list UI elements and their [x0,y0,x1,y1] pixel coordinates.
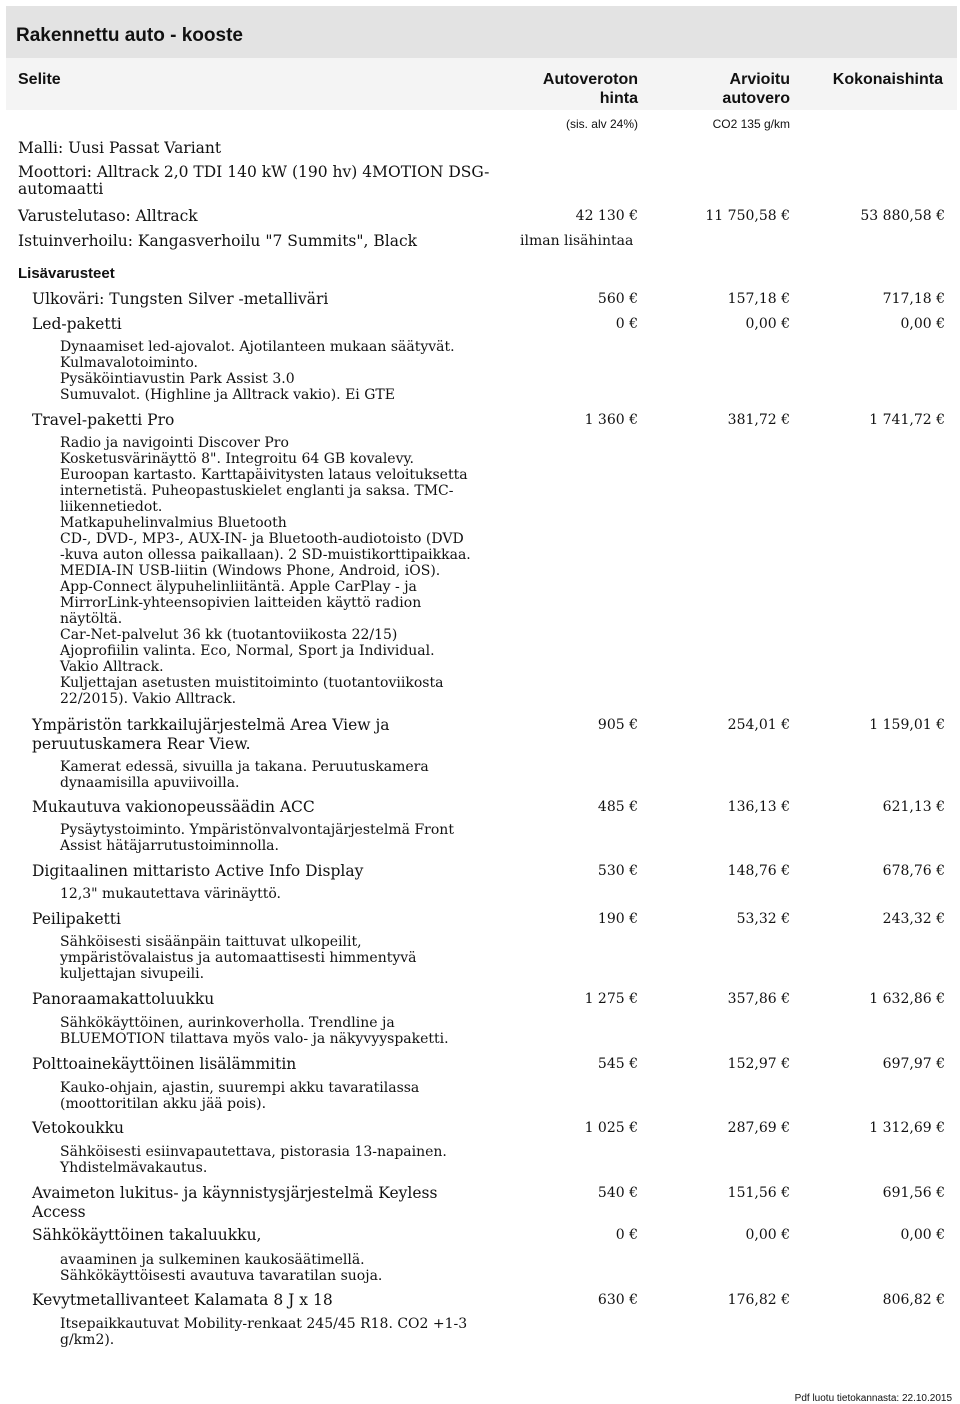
option-name: Ulkoväri: Tungsten Silver -metalliväri [32,290,329,308]
option-description: 12,3" mukautettava värinäyttö. [60,886,281,902]
option-price-2: 157,18 € [727,291,790,307]
option-price-3: 243,32 € [882,911,945,927]
moottori-row: Moottori: Alltrack 2,0 TDI 140 kW (190 hv) 4MOTION DSG- automaatti [18,163,490,198]
option-price-3: 806,82 € [882,1292,945,1308]
option-name: Ympäristön tarkkailujärjestelmä Area View ja peruutuskamera Rear View. [32,716,390,753]
option-price-3: 717,18 € [882,291,945,307]
option-price-3: 1 741,72 € [869,412,945,428]
option-price-2: 136,13 € [727,799,790,815]
option-price-1: 1 360 € [584,412,638,428]
option-description: Dynaamiset led-ajovalot. Ajotilanteen mukaan säätyvät. Kulmavalotoiminto. Pysäköintiavustin Park Assist 3.0 Sumuvalot. (Highline ja Alltrack vakio). Ei GTE [60,339,455,403]
header-autoveroton-sub: (sis. alv 24%) [565,117,638,131]
option-name: Panoraamakattoluukku [32,990,215,1008]
option-price-1: 190 € [597,911,638,927]
header-autoveroton: Autoveroton hinta [542,71,638,107]
header-autovero: Arvioitu autovero [722,71,790,107]
header-autovero-sub: CO2 135 g/km [712,117,790,131]
option-price-1: 0 € [615,1227,638,1243]
varustelutaso-price-3: 53 880,58 € [860,208,945,224]
option-name: Peilipaketti [32,910,121,928]
header-selite: Selite [18,71,61,88]
option-name: Sähkökäyttöinen takaluukku, [32,1226,262,1244]
title-bar [6,6,957,58]
option-price-1: 905 € [597,717,638,733]
option-description: Kauko-ohjain, ajastin, suurempi akku tavaratilassa (moottoritilan akku jää pois). [60,1080,420,1112]
option-price-1: 540 € [597,1185,638,1201]
option-name: Avaimeton lukitus- ja käynnistysjärjestelmä Keyless Access [32,1184,438,1221]
varustelutaso-price-1: 42 130 € [575,208,638,224]
option-name: Polttoainekäyttöinen lisälämmitin [32,1055,297,1073]
option-price-2: 0,00 € [745,1227,790,1243]
option-description: Itsepaikkautuvat Mobility-renkaat 245/45 R18. CO2 +1-3 g/km2). [60,1316,468,1348]
section-lisavarusteet: Lisävarusteet [18,265,115,282]
option-price-2: 287,69 € [727,1120,790,1136]
option-description: Sähköisesti sisäänpäin taittuvat ulkopeilit, ympäristövalaistus ja automaattisesti himmentyvä kuljettajan sivupeili. [60,934,417,982]
option-price-3: 0,00 € [900,1227,945,1243]
footer: Pdf luotu tietokannasta: 22.10.2015 [794,1393,952,1404]
option-price-3: 678,76 € [882,863,945,879]
option-description: Kamerat edessä, sivuilla ja takana. Peruutuskamera dynaamisilla apuviivoilla. [60,759,429,791]
header-kokonaishinta: Kokonaishinta [832,71,943,88]
option-name: Mukautuva vakionopeussäädin ACC [32,798,315,816]
istuinverhoilu-row: Istuinverhoilu: Kangasverhoilu "7 Summits", Black [18,232,418,250]
option-price-2: 254,01 € [727,717,790,733]
option-price-2: 0,00 € [745,316,790,332]
option-description: Sähköisesti esiinvapautettava, pistorasia 13-napainen. Yhdistelmävakautus. [60,1144,447,1176]
option-price-3: 1 159,01 € [869,717,945,733]
option-price-1: 0 € [615,316,638,332]
option-name: Kevytmetallivanteet Kalamata 8 J x 18 [32,1291,333,1309]
option-description: avaaminen ja sulkeminen kaukosäätimellä. Sähkökäyttöisesti avautuva tavaratilan suoja. [60,1252,383,1284]
option-description: Sähkökäyttöinen, aurinkoverholla. Trendline ja BLUEMOTION tilattava myös valo- ja näkyvyyspaketti. [60,1015,449,1047]
option-price-2: 53,32 € [736,911,790,927]
malli-row: Malli: Uusi Passat Variant [18,139,222,157]
option-price-2: 357,86 € [727,991,790,1007]
option-price-2: 148,76 € [727,863,790,879]
option-price-1: 560 € [597,291,638,307]
option-description: Radio ja navigointi Discover Pro Kosketusvärinäyttö 8". Integroitu 64 GB kovalevy. Euroopan kartasto. Karttapäivitysten lataus veloituksetta internetistä. Puheopastuskielet englanti ja saksa. TMC- liikennetiedot. Matkapuhelinvalmius Bluetooth CD-, DVD-, MP3-, AUX-IN- ja Bluetooth-audiotoisto (DVD -kuva auton ollessa paikallaan). 2 SD-muistikorttipaikkaa. MEDIA-IN USB-liitin (Windows Phone, Android, iOS). App-Connect älypuhelinliitäntä. Apple CarPlay - ja MirrorLink-yhteensopivien laitteiden käyttö radion näytöltä. Car-Net-palvelut 36 kk (tuotantoviikosta 22/15) Ajoprofiilin valinta. Eco, Normal, Sport ja Individual. Vakio Alltrack. Kuljettajan asetusten muistitoiminto (tuotantoviikosta 22/2015). Vakio Alltrack. [60,435,471,707]
varustelutaso-row: Varustelutaso: Alltrack [18,207,198,225]
option-name: Led-paketti [32,315,122,333]
option-price-1: 1 025 € [584,1120,638,1136]
option-price-2: 151,56 € [727,1185,790,1201]
option-price-3: 697,97 € [882,1056,945,1072]
option-price-3: 691,56 € [882,1185,945,1201]
option-price-3: 1 312,69 € [869,1120,945,1136]
option-price-1: 530 € [597,863,638,879]
option-price-3: 1 632,86 € [869,991,945,1007]
option-price-3: 0,00 € [900,316,945,332]
istuinverhoilu-note: ilman lisähintaa [520,233,634,249]
varustelutaso-price-2: 11 750,58 € [705,208,790,224]
option-price-1: 630 € [597,1292,638,1308]
page-title: Rakennettu auto - kooste [16,25,243,46]
option-price-2: 152,97 € [727,1056,790,1072]
option-price-2: 176,82 € [727,1292,790,1308]
option-name: Digitaalinen mittaristo Active Info Display [32,862,364,880]
option-price-2: 381,72 € [727,412,790,428]
option-price-1: 545 € [597,1056,638,1072]
option-price-1: 485 € [597,799,638,815]
option-price-3: 621,13 € [882,799,945,815]
option-name: Travel-paketti Pro [32,411,175,429]
option-price-1: 1 275 € [584,991,638,1007]
option-description: Pysäytystoiminto. Ympäristönvalvontajärjestelmä Front Assist hätäjarrutustoiminnolla. [60,822,454,854]
option-name: Vetokoukku [32,1119,124,1137]
